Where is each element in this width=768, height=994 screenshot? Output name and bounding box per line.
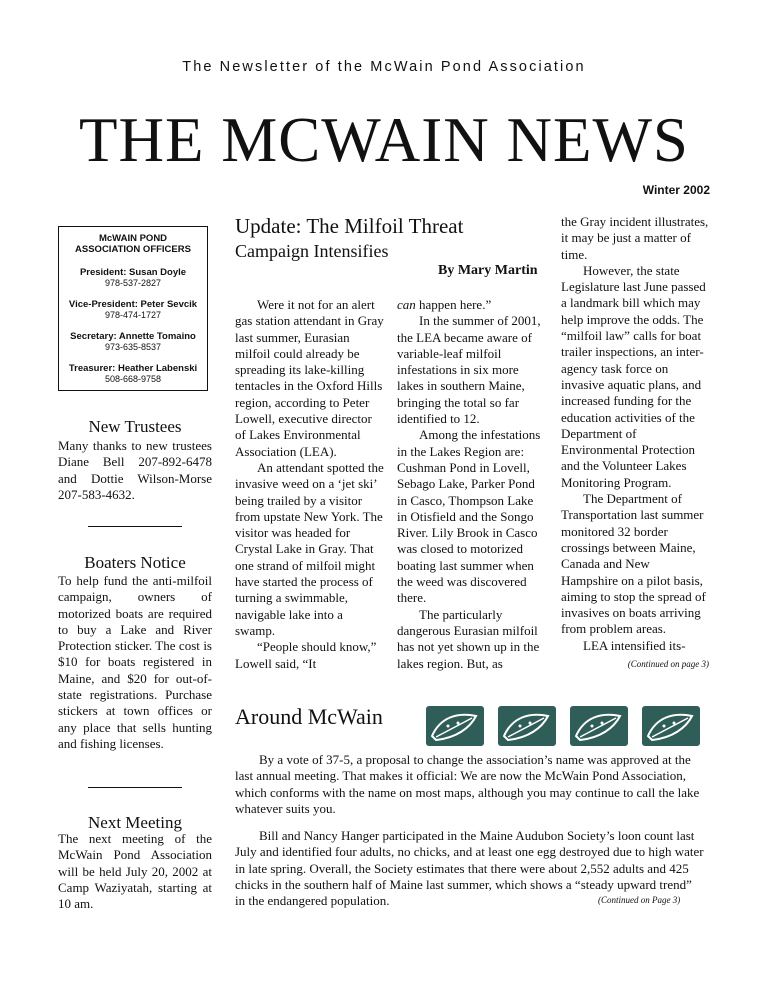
- article-title: Update: The Milfoil Threat: [235, 214, 464, 238]
- meeting-heading: Next Meeting: [88, 813, 182, 832]
- article-column-1: [235, 297, 385, 672]
- article-paragraph: The Department of Transportation last summer monitored 32 border crossings between Maine, Canada and New Hampshire on a pilot basis, aiming to stop the spread of invasives on boats arriving from problem areas.: [561, 491, 706, 637]
- article-text: happen here.”: [415, 297, 492, 312]
- officer-phone: 978-537-2827: [104, 278, 162, 288]
- article-column-2: [397, 297, 543, 672]
- article-paragraph: Among the infestations in the Lakes Region are: Cushman Pond in Lovell, Sebago Lake, Parker Pond in Casco, Thompson Lake in Otisfield and the Songo River. Lily Brook in Casco was closed to motorized boating last summer when the weed was discovered there.: [397, 427, 541, 606]
- officer-phone: 508-668-9758: [104, 374, 162, 384]
- article-subtitle: Campaign Intensifies: [235, 241, 389, 261]
- officers-heading-1: McWAIN POND: [98, 233, 168, 244]
- continued-note: (Continued on page 3): [627, 659, 709, 670]
- officer-phone: 973-635-8537: [104, 342, 162, 352]
- continued-note: (Continued on Page 3): [598, 895, 681, 905]
- article-paragraph: LEA intensified its-: [583, 637, 686, 653]
- sidebar-divider: [88, 526, 182, 527]
- around-heading: Around McWain: [235, 704, 383, 729]
- trustees-body: Many thanks to new trustees Diane Bell 207-892-6478 and Dottie Wilson-Morse 207-583-4632.: [58, 438, 212, 502]
- trustees-heading: New Trustees: [88, 417, 182, 436]
- article-paragraph: An attendant spotted the invasive weed on a ‘jet ski’ being trailed by a visitor from upstate New York. The visitor was headed for Crystal Lake in Gray. That one strand of milfoil might have started the process of turning a swimmable, navigable lake into a swamp.: [235, 459, 384, 638]
- article-paragraph: “People should know,” Lowell said, “It: [235, 639, 377, 671]
- emphasis-can: can: [397, 297, 416, 312]
- sidebar-divider: [88, 787, 182, 788]
- article-paragraph: However, the state Legislature last June passed a landmark bill which may help improve the odds. The “milfoil law” calls for boat trailer inspections, an inter-agency task force on invasive aquatic plans, and increased funding for the education activities of the Department of Environmental Protection and the Volunteer Lakes Monitoring Program.: [561, 262, 706, 490]
- meeting-body: The next meeting of the McWain Pond Association will be held July 20, 2002 at Camp Waziyatah, starting at 10 am.: [58, 831, 212, 912]
- around-text: Bill and Nancy Hanger participated in the Maine Audubon Society’s loon count last July and identified four adults, no chicks, and at least one egg destroyed due to high water in late spring. Overall, the Society estimates that there were about 2,552 adults and 425 chicks in the southern half of Maine last summer, which shows a “steady upward trend” in the endangered population.: [235, 828, 704, 909]
- newsletter-tagline: The Newsletter of the McWain Pond Association: [182, 59, 586, 75]
- officer-role: President: Susan Doyle: [79, 267, 187, 278]
- officer-role: Treasurer: Heather Labenski: [68, 363, 198, 374]
- officer-role: Secretary: Annette Tomaino: [70, 331, 196, 342]
- loon-icon: [426, 706, 484, 746]
- officer-role: Vice-President: Peter Sevcik: [68, 299, 198, 310]
- around-paragraph-1: [235, 752, 705, 817]
- article-paragraph: [397, 297, 543, 313]
- article-paragraph: The particularly dangerous Eurasian milfoil has not yet shown up in the lakes region. But, as: [397, 606, 540, 671]
- boaters-heading: Boaters Notice: [84, 553, 186, 572]
- article-paragraph: In the summer of 2001, the LEA became aware of variable-leaf milfoil infestations in six more lakes in southern Maine, bringing the total so far identified to 12.: [397, 313, 541, 427]
- loon-icon: [498, 706, 556, 746]
- issue-date: Winter 2002: [642, 183, 710, 197]
- article-column-3: [561, 214, 709, 672]
- loon-icon: [642, 706, 700, 746]
- article-paragraph: Were it not for an alert gas station attendant in Gray last summer, Eurasian milfoil could already be spreading its lake-killing tentacles in the Oxford Hills region, according to Peter Lowell, executive director of Lakes Environmental Association (LEA).: [235, 297, 384, 459]
- article-paragraph: the Gray incident illustrates, it may be just a matter of time.: [561, 214, 709, 262]
- boaters-body: To help fund the anti-milfoil campaign, owners of motorized boats are required to buy a Lake and River Protection sticker. The cost is $10 for boats registered in Maine, and $20 for out-of-state registrations. Purchase stickers at town offices or any place that sells hunting and fishing licenses.: [58, 573, 212, 751]
- around-text: By a vote of 37-5, a proposal to change the association’s name was approved at the last annual meeting. That makes it official: We are now the McWain Pond Association, which conforms with the name on most maps, although you may continue to call the lake whatever suits you.: [235, 752, 700, 816]
- masthead-title: THE MCWAIN NEWS: [79, 105, 689, 175]
- loon-icon: [570, 706, 628, 746]
- officer-phone: 978-474-1727: [104, 310, 162, 320]
- article-byline: By Mary Martin: [438, 263, 538, 278]
- officers-heading-2: ASSOCIATION OFFICERS: [75, 244, 191, 255]
- officers-box: [58, 226, 208, 391]
